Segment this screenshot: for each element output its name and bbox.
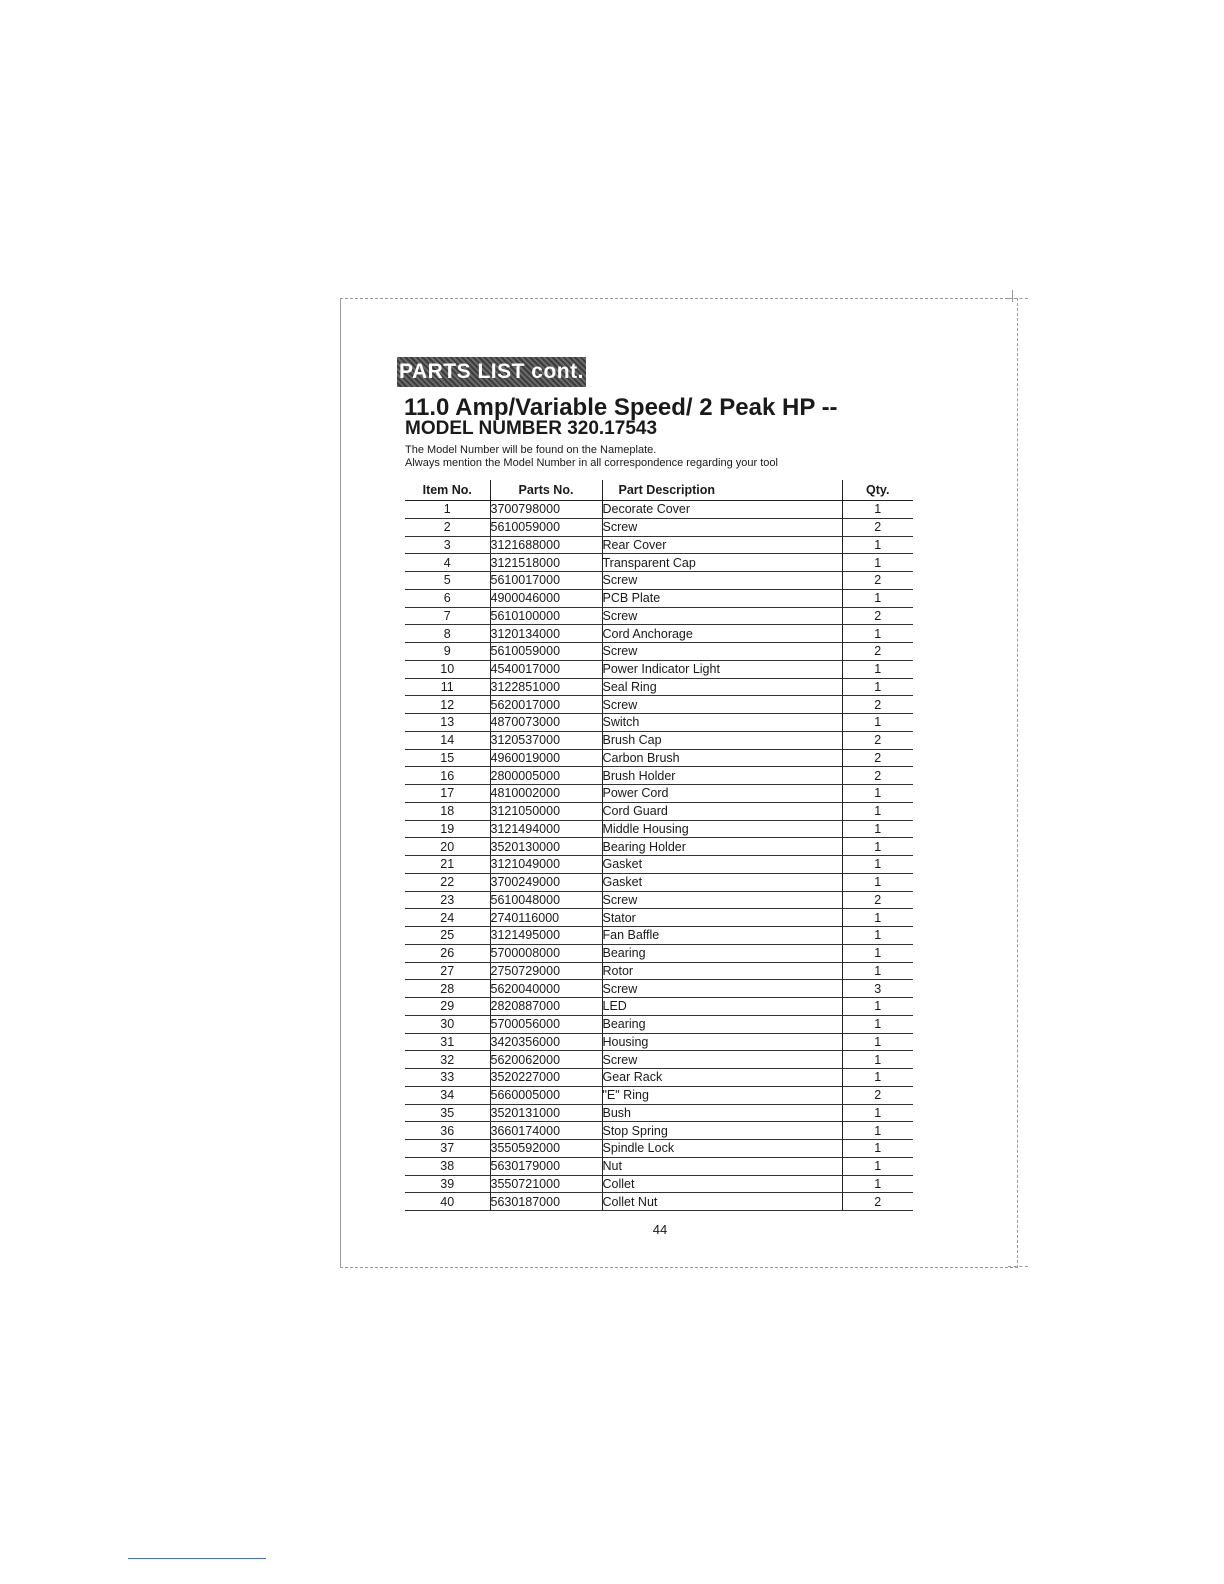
quantity-cell: 2 (842, 891, 913, 909)
part-description-cell: Bush (602, 1104, 842, 1122)
item-number-cell: 5 (405, 572, 490, 590)
table-row (405, 678, 913, 696)
quantity-cell: 1 (842, 927, 913, 945)
item-number-cell: 23 (405, 891, 490, 909)
quantity-cell: 1 (842, 944, 913, 962)
part-number-cell: 3121518000 (490, 554, 602, 572)
nameplate-note: The Model Number will be found on the Nameplate. (405, 444, 657, 456)
table-row (405, 1033, 913, 1051)
parts-table-body (405, 501, 913, 1211)
item-number-cell: 16 (405, 767, 490, 785)
quantity-cell: 1 (842, 785, 913, 803)
part-number-cell: 4900046000 (490, 589, 602, 607)
table-row (405, 927, 913, 945)
correspondence-note: Always mention the Model Number in all correspondence regarding your tool (405, 457, 778, 469)
item-number-cell: 30 (405, 1015, 490, 1033)
part-description-cell: Bearing (602, 1015, 842, 1033)
part-number-cell: 4870073000 (490, 714, 602, 732)
part-number-cell: 2740116000 (490, 909, 602, 927)
item-number-cell: 35 (405, 1104, 490, 1122)
model-number-title: MODEL NUMBER 320.17543 (405, 418, 658, 439)
quantity-cell: 1 (842, 536, 913, 554)
part-number-cell: 5630187000 (490, 1193, 602, 1211)
item-number-cell: 9 (405, 643, 490, 661)
quantity-cell: 2 (842, 1086, 913, 1104)
part-description-cell: Stop Spring (602, 1122, 842, 1140)
part-description-cell: Screw (602, 518, 842, 536)
item-number-cell: 11 (405, 678, 490, 696)
part-description-cell: Power Indicator Light (602, 660, 842, 678)
quantity-cell: 1 (842, 1033, 913, 1051)
item-number-cell: 3 (405, 536, 490, 554)
item-number-cell: 8 (405, 625, 490, 643)
quantity-cell: 1 (842, 625, 913, 643)
quantity-cell: 1 (842, 1122, 913, 1140)
table-row (405, 501, 913, 519)
quantity-cell: 1 (842, 909, 913, 927)
quantity-cell: 2 (842, 731, 913, 749)
table-row (405, 589, 913, 607)
part-description-cell: Rear Cover (602, 536, 842, 554)
part-number-cell: 3520131000 (490, 1104, 602, 1122)
part-number-cell: 5660005000 (490, 1086, 602, 1104)
quantity-cell: 1 (842, 838, 913, 856)
item-number-cell: 12 (405, 696, 490, 714)
part-number-cell: 5630179000 (490, 1157, 602, 1175)
quantity-cell: 1 (842, 678, 913, 696)
table-row (405, 1086, 913, 1104)
part-number-cell: 5610017000 (490, 572, 602, 590)
part-description-cell: Middle Housing (602, 820, 842, 838)
item-number-cell: 38 (405, 1157, 490, 1175)
part-number-cell: 5610048000 (490, 891, 602, 909)
part-number-cell: 3121049000 (490, 856, 602, 874)
table-row (405, 1104, 913, 1122)
item-number-cell: 34 (405, 1086, 490, 1104)
quantity-cell: 1 (842, 802, 913, 820)
part-description-cell: Transparent Cap (602, 554, 842, 572)
part-number-cell: 5610059000 (490, 643, 602, 661)
item-number-cell: 6 (405, 589, 490, 607)
table-row (405, 714, 913, 732)
item-number-cell: 4 (405, 554, 490, 572)
part-description-cell: Seal Ring (602, 678, 842, 696)
quantity-cell: 1 (842, 589, 913, 607)
part-description-cell: Carbon Brush (602, 749, 842, 767)
part-number-cell: 3121495000 (490, 927, 602, 945)
part-number-cell: 3550721000 (490, 1175, 602, 1193)
part-number-cell: 5620040000 (490, 980, 602, 998)
quantity-cell: 1 (842, 714, 913, 732)
table-row (405, 1140, 913, 1158)
table-row (405, 643, 913, 661)
header-qty: Qty. (842, 480, 913, 501)
quantity-cell: 1 (842, 873, 913, 891)
quantity-cell: 1 (842, 1104, 913, 1122)
table-row (405, 820, 913, 838)
item-number-cell: 2 (405, 518, 490, 536)
part-number-cell: 3120537000 (490, 731, 602, 749)
part-description-cell: Screw (602, 607, 842, 625)
table-row (405, 1069, 913, 1087)
header-part-description: Part Description (602, 480, 842, 501)
item-number-cell: 27 (405, 962, 490, 980)
part-description-cell: Brush Cap (602, 731, 842, 749)
crop-mark (1012, 290, 1013, 302)
part-number-cell: 3122851000 (490, 678, 602, 696)
quantity-cell: 2 (842, 749, 913, 767)
quantity-cell: 1 (842, 501, 913, 519)
item-number-cell: 40 (405, 1193, 490, 1211)
part-description-cell: Gasket (602, 856, 842, 874)
quantity-cell: 1 (842, 1069, 913, 1087)
part-description-cell: Cord Guard (602, 802, 842, 820)
table-row (405, 1157, 913, 1175)
part-description-cell: Bearing Holder (602, 838, 842, 856)
quantity-cell: 1 (842, 962, 913, 980)
quantity-cell: 2 (842, 1193, 913, 1211)
divider (128, 1558, 266, 1559)
item-number-cell: 15 (405, 749, 490, 767)
table-row (405, 767, 913, 785)
part-description-cell: Fan Baffle (602, 927, 842, 945)
part-description-cell: Housing (602, 1033, 842, 1051)
part-description-cell: Stator (602, 909, 842, 927)
item-number-cell: 21 (405, 856, 490, 874)
part-number-cell: 3700798000 (490, 501, 602, 519)
quantity-cell: 2 (842, 767, 913, 785)
table-row (405, 1175, 913, 1193)
part-number-cell: 2800005000 (490, 767, 602, 785)
item-number-cell: 14 (405, 731, 490, 749)
table-row (405, 1051, 913, 1069)
part-description-cell: Screw (602, 891, 842, 909)
part-description-cell: "E" Ring (602, 1086, 842, 1104)
table-row (405, 944, 913, 962)
part-number-cell: 3121688000 (490, 536, 602, 554)
part-number-cell: 4540017000 (490, 660, 602, 678)
part-number-cell: 5700008000 (490, 944, 602, 962)
quantity-cell: 3 (842, 980, 913, 998)
quantity-cell: 1 (842, 1051, 913, 1069)
quantity-cell: 2 (842, 607, 913, 625)
item-number-cell: 29 (405, 998, 490, 1016)
table-row (405, 998, 913, 1016)
item-number-cell: 39 (405, 1175, 490, 1193)
quantity-cell: 2 (842, 643, 913, 661)
quantity-cell: 2 (842, 572, 913, 590)
item-number-cell: 13 (405, 714, 490, 732)
part-number-cell: 3700249000 (490, 873, 602, 891)
part-number-cell: 3520227000 (490, 1069, 602, 1087)
table-row (405, 909, 913, 927)
part-number-cell: 5610100000 (490, 607, 602, 625)
table-row (405, 785, 913, 803)
part-number-cell: 3121494000 (490, 820, 602, 838)
part-number-cell: 3420356000 (490, 1033, 602, 1051)
table-row (405, 980, 913, 998)
table-row (405, 607, 913, 625)
item-number-cell: 33 (405, 1069, 490, 1087)
page-title: 11.0 Amp/Variable Speed/ 2 Peak HP -- (404, 394, 838, 421)
part-number-cell: 4960019000 (490, 749, 602, 767)
table-row (405, 749, 913, 767)
part-number-cell: 5620062000 (490, 1051, 602, 1069)
quantity-cell: 1 (842, 820, 913, 838)
part-number-cell: 5610059000 (490, 518, 602, 536)
part-number-cell: 2820887000 (490, 998, 602, 1016)
parts-table (405, 480, 913, 1211)
header-parts-no: Parts No. (490, 480, 602, 501)
item-number-cell: 20 (405, 838, 490, 856)
table-row (405, 536, 913, 554)
part-description-cell: Rotor (602, 962, 842, 980)
part-description-cell: Screw (602, 696, 842, 714)
item-number-cell: 19 (405, 820, 490, 838)
table-row (405, 696, 913, 714)
item-number-cell: 22 (405, 873, 490, 891)
item-number-cell: 26 (405, 944, 490, 962)
table-row (405, 1193, 913, 1211)
item-number-cell: 7 (405, 607, 490, 625)
header-item-no: Item No. (405, 480, 490, 501)
part-number-cell: 5700056000 (490, 1015, 602, 1033)
part-number-cell: 3520130000 (490, 838, 602, 856)
item-number-cell: 28 (405, 980, 490, 998)
table-row (405, 962, 913, 980)
quantity-cell: 1 (842, 660, 913, 678)
part-description-cell: Nut (602, 1157, 842, 1175)
item-number-cell: 10 (405, 660, 490, 678)
quantity-cell: 2 (842, 696, 913, 714)
quantity-cell: 1 (842, 554, 913, 572)
part-description-cell: PCB Plate (602, 589, 842, 607)
quantity-cell: 1 (842, 856, 913, 874)
part-description-cell: Spindle Lock (602, 1140, 842, 1158)
part-description-cell: Collet Nut (602, 1193, 842, 1211)
part-description-cell: Brush Holder (602, 767, 842, 785)
table-row (405, 856, 913, 874)
item-number-cell: 37 (405, 1140, 490, 1158)
section-banner: PARTS LIST cont. (397, 357, 586, 387)
item-number-cell: 24 (405, 909, 490, 927)
part-number-cell: 3550592000 (490, 1140, 602, 1158)
part-description-cell: Screw (602, 643, 842, 661)
quantity-cell: 1 (842, 1015, 913, 1033)
quantity-cell: 2 (842, 518, 913, 536)
part-number-cell: 4810002000 (490, 785, 602, 803)
part-number-cell: 3120134000 (490, 625, 602, 643)
part-description-cell: Screw (602, 980, 842, 998)
part-description-cell: Power Cord (602, 785, 842, 803)
table-row (405, 625, 913, 643)
table-row (405, 1015, 913, 1033)
table-row (405, 802, 913, 820)
table-row (405, 891, 913, 909)
table-row (405, 518, 913, 536)
table-header-row (405, 480, 913, 501)
table-row (405, 572, 913, 590)
table-row (405, 838, 913, 856)
part-description-cell: Gasket (602, 873, 842, 891)
crop-mark (1008, 1266, 1028, 1268)
item-number-cell: 25 (405, 927, 490, 945)
part-number-cell: 3660174000 (490, 1122, 602, 1140)
part-description-cell: Collet (602, 1175, 842, 1193)
page-number: 44 (652, 1222, 668, 1237)
table-row (405, 873, 913, 891)
part-description-cell: LED (602, 998, 842, 1016)
quantity-cell: 1 (842, 1175, 913, 1193)
part-number-cell: 2750729000 (490, 962, 602, 980)
table-row (405, 731, 913, 749)
part-number-cell: 5620017000 (490, 696, 602, 714)
crop-mark (1008, 298, 1028, 300)
part-description-cell: Gear Rack (602, 1069, 842, 1087)
item-number-cell: 1 (405, 501, 490, 519)
quantity-cell: 1 (842, 998, 913, 1016)
part-description-cell: Screw (602, 572, 842, 590)
part-description-cell: Bearing (602, 944, 842, 962)
item-number-cell: 17 (405, 785, 490, 803)
part-description-cell: Cord Anchorage (602, 625, 842, 643)
quantity-cell: 1 (842, 1140, 913, 1158)
part-description-cell: Switch (602, 714, 842, 732)
item-number-cell: 31 (405, 1033, 490, 1051)
item-number-cell: 36 (405, 1122, 490, 1140)
table-row (405, 1122, 913, 1140)
part-description-cell: Screw (602, 1051, 842, 1069)
item-number-cell: 32 (405, 1051, 490, 1069)
item-number-cell: 18 (405, 802, 490, 820)
part-number-cell: 3121050000 (490, 802, 602, 820)
table-row (405, 660, 913, 678)
part-description-cell: Decorate Cover (602, 501, 842, 519)
table-row (405, 554, 913, 572)
quantity-cell: 1 (842, 1157, 913, 1175)
